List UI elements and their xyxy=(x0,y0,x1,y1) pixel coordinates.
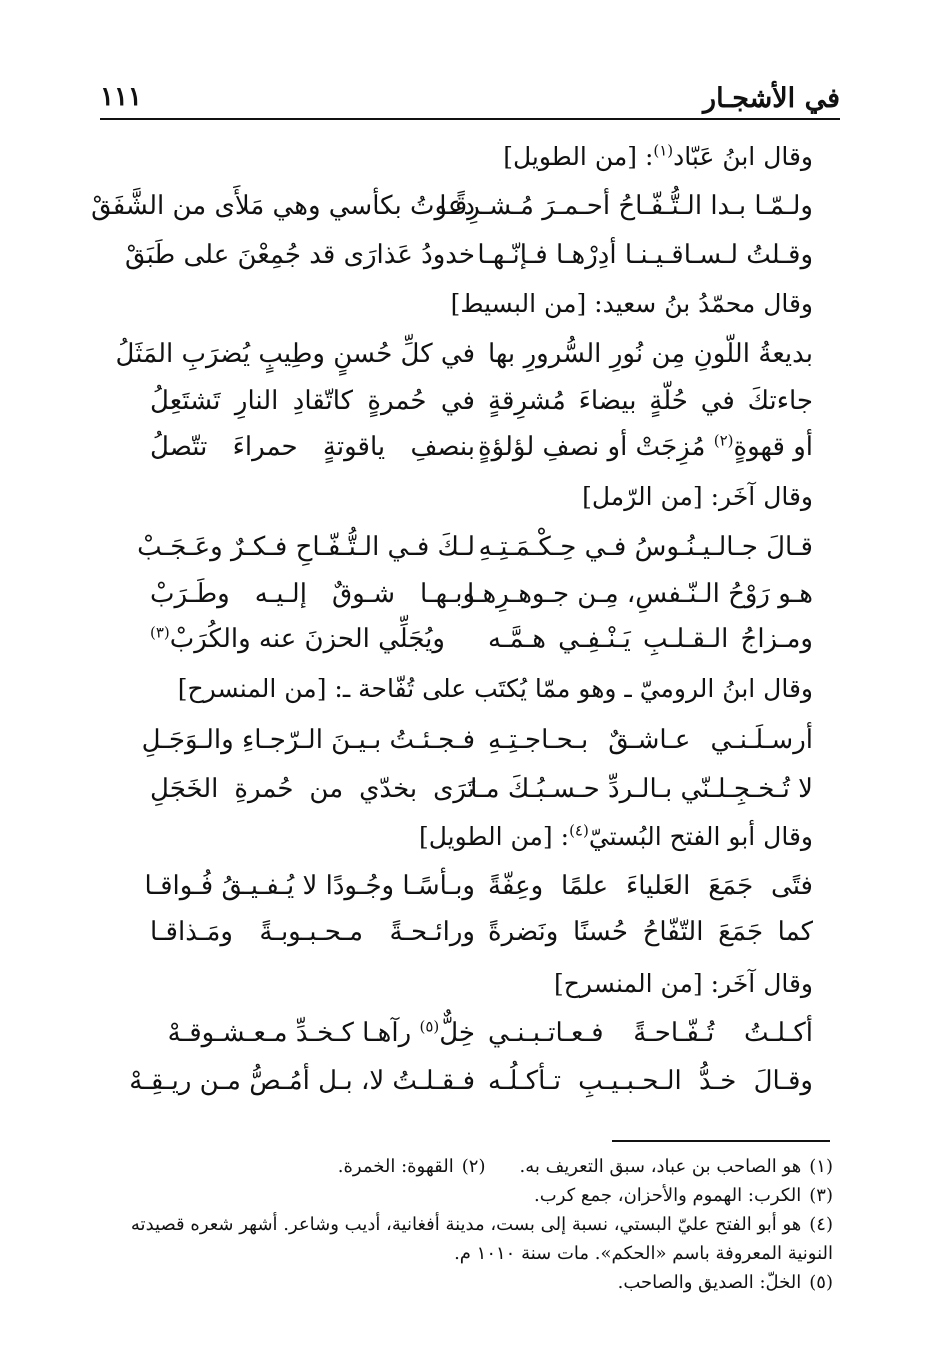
footnote-text: هو الصاحب بن عباد، سبق التعريف به. xyxy=(519,1156,802,1177)
footnote-ref: (٢) xyxy=(713,431,734,450)
verse-line xyxy=(115,335,813,373)
verse-second-hemistich: فـقـلـتُ لا، بـل أمُـصُّ مـن ريـقِـهْ xyxy=(129,1066,475,1096)
verse-line xyxy=(125,236,813,274)
verse-second-hemistich: في كلِّ حُسنٍ وطِيبٍ يُضرَبِ المَثَلُ xyxy=(115,339,475,369)
verse-first-hemistich: أرسـلَـنـي عـاشـقٌ بـحـاجـتِـهِ xyxy=(488,725,813,755)
footnote-item xyxy=(100,1152,833,1181)
verse-first-hemistich: ولـمّـا بـدا الـتُّـفّـاحُ أحـمـرَ مُـشـرِقًـا xyxy=(439,191,813,221)
running-title: في الأشجـار xyxy=(703,83,840,114)
verse-second-hemistich: دعوتُ بكأسي وهي مَلأَى من الشَّفَقْ xyxy=(91,191,475,221)
poem-intro: وقال محمّدُ بنُ سعيد: [من البسيط] xyxy=(450,289,813,318)
footnote-number: (١) xyxy=(809,1156,833,1177)
footnote-text: القهوة: الخمرة. xyxy=(337,1156,454,1177)
footnote-item xyxy=(100,1268,833,1297)
verse-line xyxy=(130,1014,813,1052)
verse-line xyxy=(130,382,813,420)
footnote-number: (٤) xyxy=(809,1214,833,1235)
page-header xyxy=(100,78,840,118)
footnote-text: النونية المعروفة باسم «الحكم». مات سنة ١٠١٠ م. xyxy=(454,1243,833,1264)
verse-line xyxy=(130,528,813,566)
verse-first-hemistich: بديعةُ اللّونِ مِن نُورِ السُّرورِ بها xyxy=(488,339,813,369)
footnote-item xyxy=(100,1181,833,1210)
verse-second-hemistich: ويُجَلِّي الحزنَ عنه والكُرَبْ$^{(٣)}$ xyxy=(150,623,445,654)
footnote-number: (٢) xyxy=(461,1156,486,1177)
verse-second-hemistich: بنصفِ ياقوتةٍ حمراءَ تتّصلُ xyxy=(150,432,475,462)
verse-first-hemistich: وقـلتُ لـسـاقـيـنـا أدِرْهـا فـإنّـهـا xyxy=(477,240,813,270)
footnote-ref: (٤) xyxy=(569,821,589,840)
verse-second-hemistich: في حُمرةٍ كاتّقادِ النارِ تَشتَعِلُ xyxy=(150,386,475,416)
footnote-rule xyxy=(612,1140,830,1142)
footnote-ref: (٥) xyxy=(419,1017,440,1036)
verse-second-hemistich: خدودُ عَذارَى قد جُمِعْنَ على طَبَقْ xyxy=(125,240,475,270)
verse-line xyxy=(130,620,813,658)
footnote-text: هو أبو الفتح عليّ البستي، نسبة إلى بست، مدينة أفغانية، أديب وشاعر. أشهر شعره قصيدته xyxy=(130,1214,802,1235)
verse-second-hemistich: لـكَ فـي الـتُّـفّـاحِ فـكـرٌ وعَـجَـبْ xyxy=(137,532,475,562)
footnote-number: (٥) xyxy=(809,1272,833,1293)
verse-line xyxy=(130,770,813,808)
verse-first-hemistich: هـو رَوْحُ الـنّـفسِ، مِـن جـوهـرِهـا xyxy=(466,579,813,609)
footnote-text: الكرب: الهموم والأحزان، جمع كرب. xyxy=(534,1185,802,1206)
verse-first-hemistich: أو قهوةٍ$^{(٢)}$ مُزِجَتْ أو نصفِ لؤلؤةٍ xyxy=(477,431,813,462)
verse-line xyxy=(91,187,813,225)
footnote-text: الخلّ: الصديق والصاحب. xyxy=(617,1272,802,1293)
verse-second-hemistich: فـجـئـتُ بـيـنَ الـرّجـاءِ والـوَجَـلِ xyxy=(141,725,475,755)
verse-second-hemistich: تَرَى بخدّي من حُمرةِ الخَجَلِ xyxy=(150,774,475,804)
verse-line xyxy=(130,867,813,905)
verse-first-hemistich: جاءتكَ في حُلّةٍ بيضاءَ مُشرِقةٍ xyxy=(488,386,813,416)
footnote-ref: (١) xyxy=(653,141,674,160)
page-number: ١١١ xyxy=(100,82,142,112)
verse-first-hemistich: فتًى جَمَعَ العَلياءَ علمًا وعِفّةً xyxy=(488,871,813,901)
verse-line xyxy=(130,575,813,613)
verse-first-hemistich: أكـلـتُ تُـفّـاحـةً فـعـاتـبـنـي xyxy=(488,1018,813,1048)
verse-first-hemistich: قـالَ جـالـيـنُـوسُ فـي حِـكْـمَـتِـهِ xyxy=(478,532,813,562)
verse-line xyxy=(130,428,813,466)
poem-intro: وقال آخَر: [من الرّمل] xyxy=(582,482,813,511)
verse-first-hemistich: وقـالَ خـدُّ الـحـبـيـبِ تـأكـلُـه xyxy=(488,1066,813,1096)
verse-second-hemistich: ورائـحـةً مـحـبـوبـةً ومَـذاقـا xyxy=(150,917,475,947)
verse-line xyxy=(130,721,813,759)
footnotes xyxy=(100,1152,833,1297)
poem-intro: وقال ابنُ عَبّاد$^{(١)}$: [من الطويل] xyxy=(503,141,813,171)
verse-first-hemistich: لا تُـخـجِـلـنّي بـالـردِّ حـسـبُـكَ مـا xyxy=(470,774,813,804)
poem-intro: وقال ابنُ الروميّ ـ وهو ممّا يُكتَب على تُفّاحة ـ: [من المنسرح] xyxy=(177,674,813,703)
footnote-number: (٣) xyxy=(809,1185,833,1206)
footnote-item xyxy=(100,1210,833,1239)
verse-second-hemistich: وبـهـا شـوقٌ إلـيـه وطَـرَبْ xyxy=(150,579,475,609)
verse-second-hemistich: خِلٌّ$^{(٥)}$ رآهـا كـخـدِّ مـعـشـوقـهْ xyxy=(167,1017,475,1048)
footnote-ref: (٣) xyxy=(150,623,170,642)
verse-line xyxy=(130,1062,813,1100)
poem-intro: وقال آخَر: [من المنسرح] xyxy=(554,969,813,998)
verse-second-hemistich: وبـأسًـا وجُـودًا لا يُـفـيـقُ فُـواقـا xyxy=(144,871,475,901)
verse-line xyxy=(130,913,813,951)
verse-first-hemistich: ومـزاجُ الـقـلـبِ يَـنْـفِـي هـمَّـه xyxy=(488,624,813,654)
header-rule xyxy=(100,118,840,120)
verse-first-hemistich: كما جَمَعَ التّفّاحُ حُسنًا ونَضرةً xyxy=(488,917,813,947)
footnote-continuation xyxy=(100,1239,833,1268)
poem-intro: وقال أبو الفتح البُستيّ$^{(٤)}$: [من الطويل] xyxy=(418,821,813,851)
